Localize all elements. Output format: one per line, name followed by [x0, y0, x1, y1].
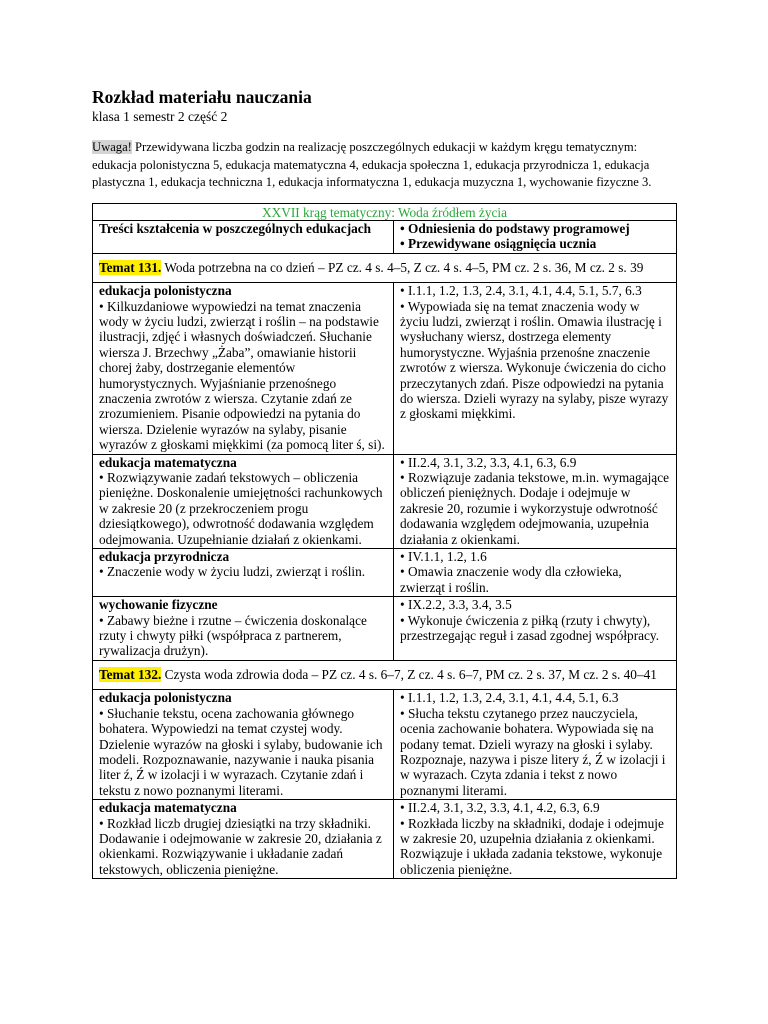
krag-row — [93, 203, 677, 220]
curriculum-reference: • I.1.1, 1.2, 1.3, 2.4, 3.1, 4.1, 4.4, 5.1, 5.7, 6.3 — [400, 283, 642, 299]
outcome-cell — [394, 454, 677, 548]
document-subtitle: klasa 1 semestr 2 część 2 — [92, 109, 228, 124]
curriculum-table — [92, 203, 677, 880]
table-row — [93, 690, 677, 800]
table-row — [93, 597, 677, 661]
column-header-content: Treści kształcenia w poszczególnych edukacjach — [93, 220, 394, 253]
table-row — [93, 549, 677, 597]
curriculum-reference: • IX.2.2, 3.3, 3.4, 3.5 — [400, 597, 512, 613]
section-content: • Znaczenie wody w życiu ludzi, zwierząt i roślin. — [99, 564, 366, 580]
section-content: • Rozwiązywanie zadań tekstowych – obliczenia pieniężne. Doskonalenie umiejętności rachunkowych w zakresie 20 (z przekroczeniem progu dziesiątkowego), odwrotność dodawania względem odejmowania. Uzupełnianie działań z okienkami. — [99, 470, 383, 547]
expected-outcome: • Omawia znaczenie wody dla człowieka, zwierząt i roślin. — [400, 564, 622, 595]
table-row — [93, 800, 677, 879]
expected-outcome: • Rozkłada liczby na składniki, dodaje i odejmuje w zakresie 20, uzupełnia działania z okienkami. Rozwiązuje i układa zadania tekstowe, wykonuje obliczenia pieniężne. — [400, 815, 664, 877]
section-title: wychowanie fizyczne — [99, 597, 218, 613]
content-cell — [93, 597, 394, 661]
expected-outcome: • Wypowiada się na temat znaczenia wody w życiu ludzi, zwierząt i roślin. Omawia ilustrację i wysłuchany wiersz, dostrzega elementy humorystyczne. Wyjaśnia przenośne znaczenie zwrotów z wiersza. Wykonuje ćwiczenia do cicho przeczytanych zdań. Pisze odpowiedzi na pytania do wiersza. Dzieli wyrazy na sylaby, pisze wyrazy z głoskami miękkimi. — [400, 298, 669, 422]
content-cell — [93, 800, 394, 879]
outcome-cell — [394, 597, 677, 661]
section-content: • Zabawy bieżne i rzutne – ćwiczenia doskonalące rzuty i chwyty piłki (współpraca z partnerem, rywalizacja drużyn). — [99, 612, 367, 659]
header-row — [93, 220, 677, 253]
document-page — [92, 86, 676, 879]
topic-row-131 — [93, 253, 677, 282]
topic-text-132: Czysta woda zdrowia doda – PZ cz. 4 s. 6–7, Z cz. 4 s. 6–7, PM cz. 2 s. 37, M cz. 2 s. 40–41 — [161, 666, 657, 682]
column-header-ref: • Odniesienia do podstawy programowej — [400, 220, 630, 236]
section-title: edukacja przyrodnicza — [99, 549, 230, 565]
curriculum-reference: • II.2.4, 3.1, 3.2, 3.3, 4.1, 4.2, 6.3, 6.9 — [400, 800, 600, 816]
column-header-outcome: • Przewidywane osiągnięcia ucznia — [400, 236, 597, 252]
content-cell — [93, 549, 394, 597]
note-text: Przewidywana liczba godzin na realizację poszczególnych edukacji w każdym kręgu tematycznym: edukacja polonistyczna 5, edukacja matematyczna 4, edukacja społeczna 1, edukacja przyrodnicza 1, edukacja plastyczna 1, edukacja techniczna 1, edukacja informatyczna 1, edukacja muzyczna 1, wychowanie fizyczne 3. — [92, 140, 652, 189]
krag-title: XXVII krąg tematyczny: Woda źródłem życia — [93, 203, 677, 220]
topic-cell-132 — [93, 660, 677, 689]
table-row — [93, 283, 677, 454]
content-cell — [93, 283, 394, 454]
curriculum-reference: • II.2.4, 3.1, 3.2, 3.3, 4.1, 6.3, 6.9 — [400, 454, 577, 470]
note-label: Uwaga! — [92, 140, 132, 154]
outcome-cell — [394, 283, 677, 454]
expected-outcome: • Wykonuje ćwiczenia z piłką (rzuty i chwyty), przestrzegając reguł i zasad zgodnej współpracy. — [400, 612, 660, 644]
curriculum-reference: • I.1.1, 1.2, 1.3, 2.4, 3.1, 4.1, 4.4, 5.1, 6.3 — [400, 690, 619, 706]
section-title: edukacja matematyczna — [99, 800, 237, 816]
outcome-cell — [394, 800, 677, 879]
table-row — [93, 454, 677, 548]
topic-cell-131 — [93, 253, 677, 282]
topic-text-131: Woda potrzebna na co dzień – PZ cz. 4 s. 4–5, Z cz. 4 s. 4–5, PM cz. 2 s. 36, M cz. 2 s. 39 — [161, 259, 644, 275]
topic-label-131: Temat 131. — [99, 259, 162, 275]
expected-outcome: • Rozwiązuje zadania tekstowe, m.in. wymagające obliczeń pieniężnych. Dodaje i odejmuje w zakresie 20, rozumie i wykorzystuje odwrotność dodawania względem odejmowania, uzupełnia działania z okienkami. — [400, 470, 670, 547]
content-cell — [93, 454, 394, 548]
outcome-cell — [394, 690, 677, 800]
section-title: edukacja polonistyczna — [99, 690, 232, 706]
content-cell — [93, 690, 394, 800]
outcome-cell — [394, 549, 677, 597]
section-content: • Słuchanie tekstu, ocena zachowania głównego bohatera. Wypowiedzi na temat czystej wody. Dzielenie wyrazów na głoski i sylaby, budowanie ich modeli. Rozpoznawanie, nazywanie i nauka pisania liter ź, Ź w izolacji i w wyrazach. Czytanie zdań i tekstu z nowo poznanymi literami. — [99, 705, 383, 798]
note-paragraph — [92, 139, 676, 192]
column-header-outcomes — [394, 220, 677, 253]
topic-label-132: Temat 132. — [99, 666, 162, 682]
section-content: • Rozkład liczb drugiej dziesiątki na trzy składniki. Dodawanie i odejmowanie w zakresie 20, działania z okienkami. Rozwiązywanie i układanie zadań tekstowych, obliczenia pieniężne. — [99, 815, 382, 877]
section-title: edukacja polonistyczna — [99, 283, 232, 299]
document-title: Rozkład materiału nauczania — [92, 87, 312, 107]
expected-outcome: • Słucha tekstu czytanego przez nauczyciela, ocenia zachowanie bohatera. Wypowiada się na podany temat. Dzieli wyrazy na głoski i sylaby. Rozpoznaje, nazywa i pisze litery ź, Ź w izolacji i w wyrazach. Czyta zdania i tekst z nowo poznanymi literami. — [400, 705, 666, 798]
section-title: edukacja matematyczna — [99, 454, 237, 470]
section-content: • Kilkuzdaniowe wypowiedzi na temat znaczenia wody w życiu ludzi, zwierząt i roślin – na podstawie ilustracji, zdjęć i własnych doświadczeń. Słuchanie wiersza J. Brzechwy „Żaba”, omawianie historii chorej żaby, dostrzeganie elementów humorystycznych. Wyjaśnianie przenośnego znaczenia zwrotów z wiersza. Czytanie zdań ze zrozumieniem. Pisanie odpowiedzi na pytania do wiersza. Dzielenie wyrazów na sylaby, pisanie wyrazów z głoskami miękkimi (za pomocą liter ś, si). — [99, 298, 385, 453]
topic-row-132 — [93, 660, 677, 689]
curriculum-reference: • IV.1.1, 1.2, 1.6 — [400, 549, 487, 565]
